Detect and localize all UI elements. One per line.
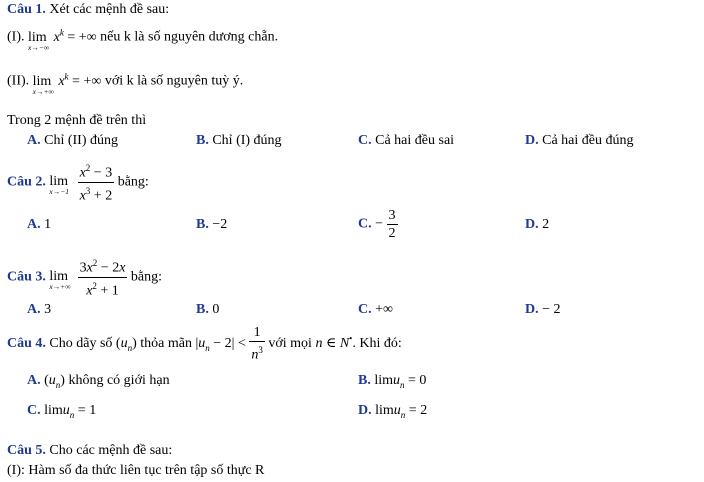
question-5-header: [7, 443, 172, 459]
q1-s1-limit: lim x→−∞: [28, 29, 50, 52]
q1-s2-limit: lim x→+∞: [32, 73, 54, 96]
q3-option-b[interactable]: B. 0: [196, 302, 220, 317]
q2-option-a[interactable]: A. 1: [27, 217, 52, 232]
question-4-number: Câu 4.: [7, 336, 46, 352]
q1-s1-tail: nếu k là số nguyên dương chẵn.: [100, 29, 279, 45]
q4-option-b[interactable]: B. limu$_n$ = 0: [358, 373, 427, 390]
q4-option-a[interactable]: A. $(u_n)$ không có giới hạn: [27, 373, 170, 390]
question-2: [7, 160, 149, 204]
q2-tail: bằng:: [117, 174, 149, 190]
q1-s2-tail: với k là số nguyên tuỳ ý.: [104, 73, 244, 89]
q1-option-b[interactable]: B. Chỉ (I) đúng: [196, 133, 282, 148]
q4-domain: n ∈ N•: [315, 333, 353, 352]
q1-statement-2: [7, 71, 244, 96]
q3-tail: bằng:: [130, 269, 163, 285]
q3-limit: lim x→+∞: [49, 269, 71, 292]
question-5-text: Cho các mệnh đề sau:: [49, 443, 173, 458]
q1-option-d[interactable]: D. Cả hai đều đúng: [525, 133, 634, 148]
q4-option-d[interactable]: D. limu$_n$ = 2: [358, 403, 428, 420]
q1-option-c[interactable]: C. Cả hai đều sai: [358, 133, 455, 148]
question-4: Câu 4. Cho dãy số $(u_n)$ thỏa mãn $|u_n - 2|$ < $\frac{1}{n^3}$ với mọi n ∈ N•. Khi đó:: [7, 325, 402, 363]
q3-option-a[interactable]: A. 3: [27, 302, 52, 317]
q1-s1-formula: $x^k$ = +∞: [53, 27, 97, 45]
question-1-text: Xét các mệnh đề sau:: [49, 2, 170, 17]
q2-option-c-fraction: $\frac{3}{2}$: [388, 208, 396, 241]
q2-option-c[interactable]: C. − $\frac{3}{2}$: [358, 208, 396, 241]
q3-fraction: $\frac{3x^2 - 2x}{x^2 + 1}$: [78, 255, 128, 299]
question-3-number: Câu 3.: [7, 269, 46, 285]
q4-fraction: $\frac{1}{n^3}$: [251, 325, 263, 363]
q2-option-b[interactable]: B. −2: [196, 217, 228, 232]
q2-fraction: $\frac{x^2 - 3}{x^3 + 2}$: [78, 160, 115, 204]
q3-option-c[interactable]: C. +∞: [358, 302, 394, 317]
question-2-number: Câu 2.: [7, 174, 46, 190]
q3-option-d[interactable]: D. − 2: [525, 302, 561, 317]
q1-s1-label: (I).: [7, 29, 25, 45]
q4-sequence: $(u_n)$: [115, 336, 137, 353]
q1-s2-label: (II).: [7, 73, 30, 89]
q1-option-a[interactable]: A. Chỉ (II) đúng: [27, 133, 119, 148]
question-1-number: Câu 1.: [7, 2, 46, 17]
q1-statement-1: [7, 27, 279, 52]
q1-s2-formula: $x^k$ = +∞: [58, 71, 102, 89]
q1-conclusion: Trong 2 mệnh đề trên thì: [7, 113, 147, 128]
q4-option-c[interactable]: C. limu$_n$ = 1: [27, 403, 97, 420]
question-3: [7, 255, 162, 299]
q4-inequality: $|u_n - 2|$ <: [195, 336, 246, 353]
question-5-number: Câu 5.: [7, 443, 46, 458]
q5-statement-1: (I): Hàm số đa thức liên tục trên tập số thực R: [7, 463, 265, 478]
q2-option-d[interactable]: D. 2: [525, 217, 550, 232]
q2-limit: lim x→−1: [49, 174, 70, 197]
question-1-header: [7, 2, 169, 18]
